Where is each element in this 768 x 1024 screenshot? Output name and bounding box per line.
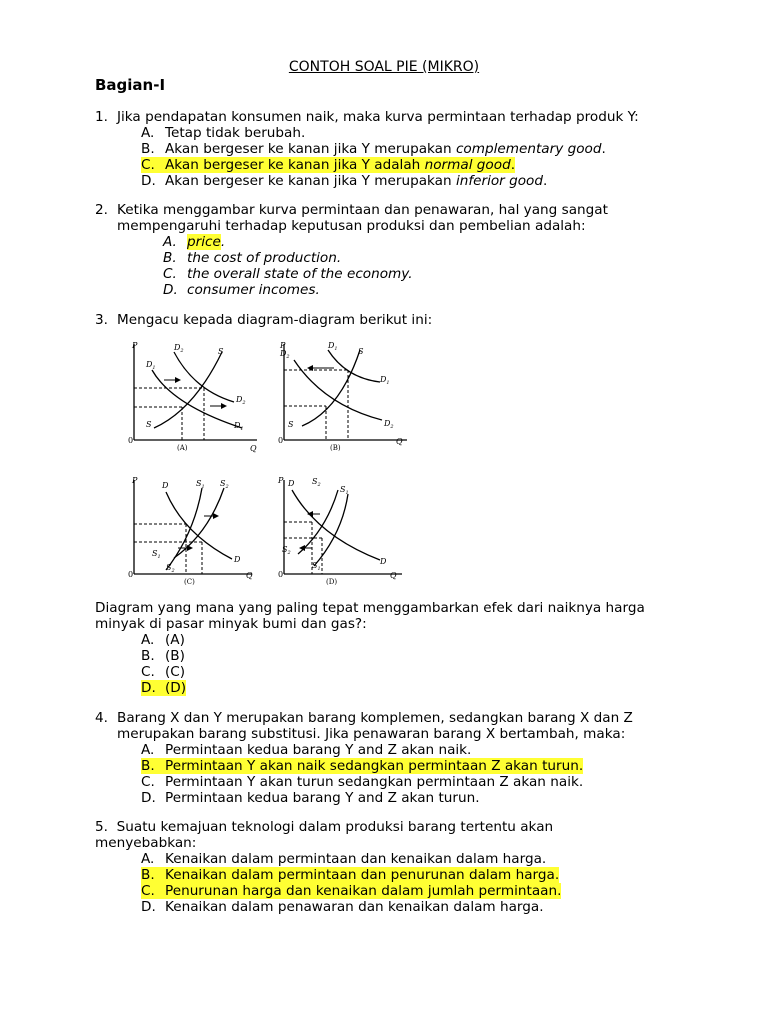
svg-text:D2: $D_2$ — [384, 419, 394, 430]
option-c: C. the overall state of the economy. — [163, 266, 413, 282]
question-text-line-1: Diagram yang mana yang paling tepat menggambarkan efek dari naiknya harga — [95, 600, 645, 616]
question-text-line-2: merupakan barang substitusi. Jika penawaran barang X bertambah, maka: — [117, 726, 626, 742]
diagram-caption: (A) — [177, 444, 188, 452]
question-text: Jika pendapatan konsumen naik, maka kurva permintaan terhadap produk Y: — [117, 109, 639, 125]
svg-text:D: D — [162, 481, 169, 490]
svg-text:D2: $D_2$ — [236, 395, 246, 406]
option-c-highlighted: C. Penurunan harga dan kenaikan dalam jumlah permintaan. — [141, 883, 562, 899]
svg-text:D1: $D_1$ — [328, 341, 338, 352]
svg-text:D1: $D_1$ — [146, 360, 156, 371]
svg-text:S2: $S_2$ — [166, 563, 175, 574]
svg-text:D1: $D_1$ — [234, 421, 244, 432]
axis-p-label: P — [132, 341, 138, 350]
svg-text:D2: $D_2$ — [280, 349, 290, 360]
axis-q-label: Q — [250, 444, 257, 453]
option-a: A. Permintaan kedua barang Y and Z akan naik. — [141, 742, 472, 758]
axis-q-label: Q — [246, 571, 253, 580]
diagram-caption: (B) — [330, 444, 341, 452]
question-2 — [95, 202, 695, 298]
question-text-line-2: mempengaruhi terhadap keputusan produksi dan pembelian adalah: — [117, 218, 586, 234]
svg-text:D: D — [234, 555, 241, 564]
svg-text:D: D — [380, 557, 387, 566]
option-d: D. Akan bergeser ke kanan jika Y merupakan inferior good. — [141, 173, 548, 189]
svg-text:S2: $S_2$ — [220, 479, 229, 490]
question-5 — [95, 819, 695, 915]
svg-text:S1: $S_1$ — [196, 479, 205, 490]
section-heading: Bagian-I — [95, 76, 166, 94]
option-c-answer: C. Akan bergeser ke kanan jika Y adalah normal good. — [141, 157, 516, 173]
svg-text:S1: $S_1$ — [340, 485, 349, 496]
diagram-caption: (D) — [326, 578, 338, 586]
option-a: A. Tetap tidak berubah. — [141, 125, 306, 141]
question-text-line-2: menyebabkan: — [95, 835, 197, 851]
axis-q-label: Q — [390, 571, 397, 580]
svg-text:S2: $S_2$ — [282, 545, 291, 556]
option-d: D. Kenaikan dalam penawaran dan kenaikan dalam harga. — [141, 899, 544, 915]
svg-text:S1: $S_1$ — [312, 561, 321, 572]
diagram-a — [122, 340, 262, 455]
diagram-b — [272, 340, 412, 455]
option-b: B. (B) — [141, 648, 185, 664]
question-text-line-2: minyak di pasar minyak bumi dan gas?: — [95, 616, 367, 632]
option-a: A. Kenaikan dalam permintaan dan kenaikan dalam harga. — [141, 851, 547, 867]
option-d: D. Permintaan kedua barang Y and Z akan turun. — [141, 790, 480, 806]
origin-label: 0 — [128, 570, 134, 579]
svg-text:D2: $D_2$ — [174, 343, 184, 354]
option-b-answer: B. Permintaan Y akan naik sedangkan permintaan Z akan turun. — [141, 758, 584, 774]
option-d: D. consumer incomes. — [163, 282, 320, 298]
diagram-c — [122, 474, 262, 589]
question-text-line-1: Barang X dan Y merupakan barang komplemen, sedangkan barang X dan Z — [117, 710, 633, 726]
axis-p-label: P — [278, 476, 284, 485]
svg-text:S: S — [288, 420, 294, 429]
option-b: B. Akan bergeser ke kanan jika Y merupakan complementary good. — [141, 141, 606, 157]
option-b: B. the cost of production. — [163, 250, 342, 266]
question-number: 4. — [95, 710, 108, 726]
question-4 — [95, 710, 695, 806]
question-3 — [95, 312, 695, 328]
origin-label: 0 — [278, 570, 284, 579]
question-text: Mengacu kepada diagram-diagram berikut ini: — [117, 312, 433, 328]
axis-q-label: Q — [396, 437, 403, 446]
svg-text:S1: $S_1$ — [152, 549, 161, 560]
question-3-prompt — [95, 600, 695, 696]
svg-text:S: S — [358, 347, 364, 356]
diagram-d — [272, 474, 412, 589]
option-a-answer: A. price. — [163, 234, 226, 250]
option-d-answer: D. (D) — [141, 680, 187, 696]
question-text-line-1: 5. Suatu kemajuan teknologi dalam produksi barang tertentu akan — [95, 819, 554, 835]
origin-label: 0 — [278, 436, 284, 445]
question-1 — [95, 109, 695, 189]
question-number: 2. — [95, 202, 108, 218]
diagram-caption: (C) — [184, 578, 195, 586]
origin-label: 0 — [128, 436, 134, 445]
option-b-highlighted: B. Kenaikan dalam permintaan dan penurunan dalam harga. — [141, 867, 560, 883]
axis-p-label: P — [280, 341, 286, 350]
question-text-line-1: Ketika menggambar kurva permintaan dan penawaran, hal yang sangat — [117, 202, 608, 218]
document-title: CONTOH SOAL PIE (MIKRO) — [288, 59, 480, 75]
option-c: C. Permintaan Y akan turun sedangkan permintaan Z akan naik. — [141, 774, 584, 790]
svg-text:S: S — [146, 420, 152, 429]
question-number: 3. — [95, 312, 108, 328]
svg-text:S2: $S_2$ — [312, 477, 321, 488]
svg-text:S: S — [218, 347, 224, 356]
svg-text:D1: $D_1$ — [380, 375, 390, 386]
option-a: A. (A) — [141, 632, 185, 648]
axis-p-label: P — [132, 476, 138, 485]
option-c: C. (C) — [141, 664, 186, 680]
question-number: 1. — [95, 109, 108, 125]
svg-text:D: D — [288, 479, 295, 488]
